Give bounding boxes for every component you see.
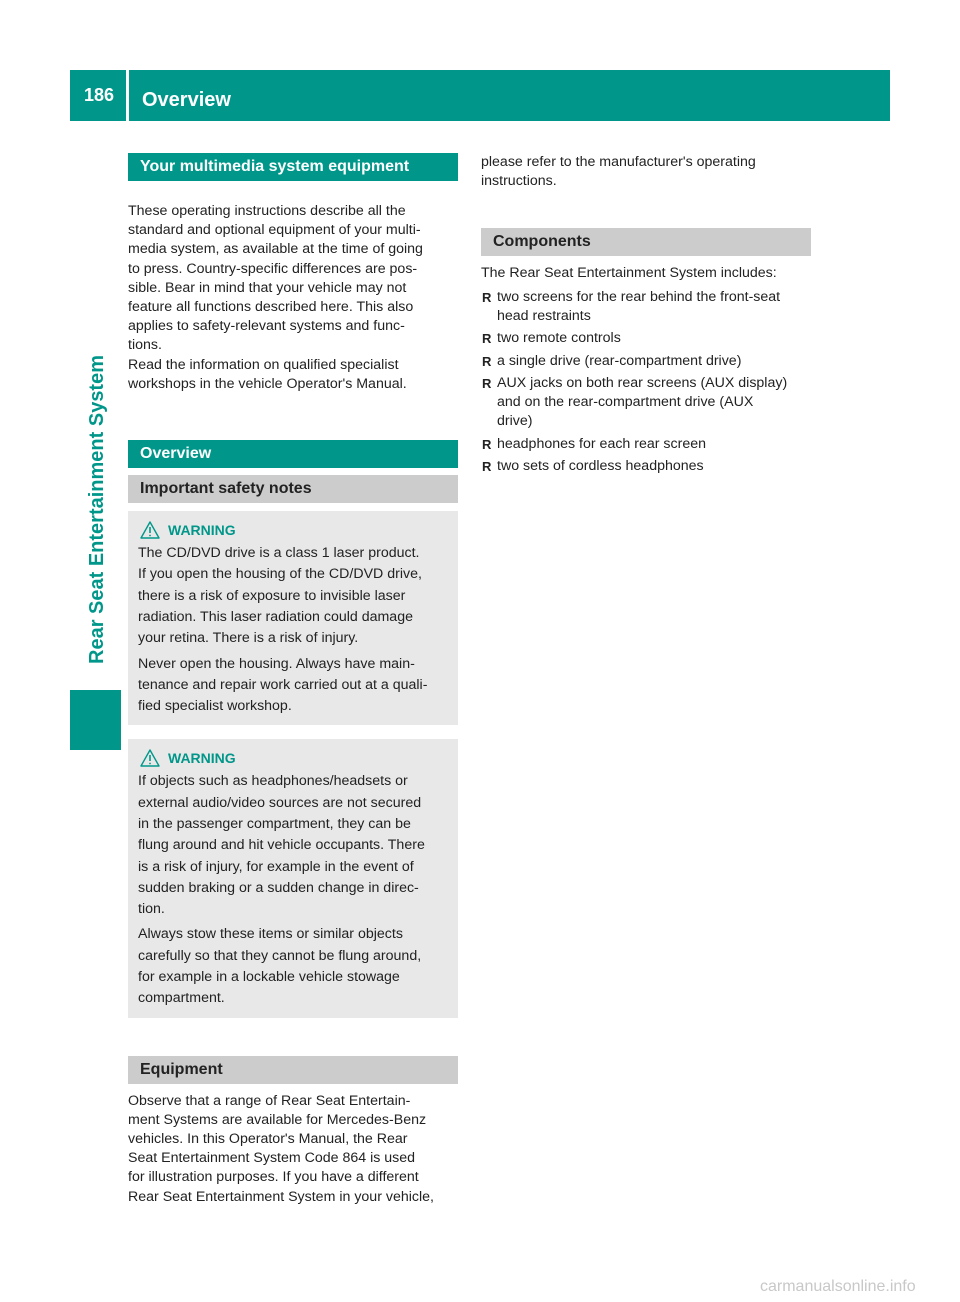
text-line: applies to safety-relevant systems and func-: [128, 318, 405, 335]
text-line: Read the information on qualified specialist: [128, 356, 399, 373]
warning-title: [138, 521, 458, 539]
bullet-marker: R: [482, 331, 492, 347]
section-heading-components: Components: [481, 228, 811, 256]
bullet-marker: R: [482, 289, 492, 305]
text-line: sudden braking or a sudden change in direc-: [138, 879, 419, 896]
warning-label: WARNING: [168, 750, 236, 767]
list-item-text: and on the rear-compartment drive (AUX: [497, 394, 754, 411]
list-item-text: AUX jacks on both rear screens (AUX display): [497, 375, 788, 392]
section-heading-safety: Important safety notes: [128, 475, 458, 503]
list-item: [481, 288, 811, 326]
text-line: If objects such as headphones/headsets or: [138, 773, 408, 790]
warning-triangle-icon: [140, 521, 160, 539]
list-item-text: two sets of cordless headphones: [497, 458, 704, 475]
text-line: to press. Country-specific differences are pos-: [128, 260, 418, 277]
text-line: fied specialist workshop.: [138, 698, 292, 715]
warning-objects-advice: [138, 924, 458, 1009]
text-line: vehicles. In this Operator's Manual, the Rear: [128, 1131, 408, 1148]
text-line: workshops in the vehicle Operator's Manual.: [128, 375, 407, 392]
text-line: flung around and hit vehicle occupants. There: [138, 837, 425, 854]
components-list: [481, 288, 811, 477]
warning-box-laser: [128, 511, 458, 725]
left-column: [128, 153, 458, 1207]
text-line: standard and optional equipment of your multi-: [128, 222, 421, 239]
section-heading-multimedia: Your multimedia system equipment: [128, 153, 458, 181]
text-line: feature all functions described here. This also: [128, 299, 414, 316]
section-heading-equipment: Equipment: [128, 1056, 458, 1084]
components-intro: The Rear Seat Entertainment System includes:: [481, 265, 777, 282]
text-line: sible. Bear in mind that your vehicle may not: [128, 279, 407, 296]
text-line: Seat Entertainment System Code 864 is used: [128, 1150, 416, 1167]
text-line: ment Systems are available for Mercedes-Benz: [128, 1111, 427, 1128]
intro-paragraph: [128, 202, 458, 356]
bullet-marker: R: [482, 459, 492, 475]
text-line: Rear Seat Entertainment System in your vehicle,: [128, 1188, 434, 1205]
text-line: tion.: [138, 901, 165, 918]
list-item-text: two screens for the rear behind the front-seat: [497, 288, 781, 305]
text-line: for illustration purposes. If you have a different: [128, 1169, 419, 1186]
text-line: Always stow these items or similar objects: [138, 926, 403, 943]
warning-laser-text: [138, 543, 458, 649]
list-item: [481, 457, 811, 476]
header-divider: [126, 70, 129, 121]
bullet-marker: R: [482, 353, 492, 369]
list-item-text: a single drive (rear-compartment drive): [497, 352, 742, 369]
text-line: radiation. This laser radiation could damage: [138, 608, 413, 625]
text-line: tions.: [128, 337, 162, 354]
page-number: 186: [84, 85, 115, 105]
text-line: instructions.: [481, 173, 557, 190]
specialist-paragraph: [128, 356, 458, 394]
watermark: carmanualsonline.info: [760, 1278, 916, 1295]
text-line: If you open the housing of the CD/DVD drive,: [138, 566, 422, 583]
list-item-text: headphones for each rear screen: [497, 435, 707, 452]
text-line: The CD/DVD drive is a class 1 laser product.: [138, 545, 420, 562]
bullet-marker: R: [482, 436, 492, 452]
equipment-paragraph: [128, 1092, 458, 1207]
warning-label: WARNING: [168, 522, 236, 539]
bullet-marker: R: [482, 376, 492, 392]
text-line: compartment.: [138, 990, 225, 1007]
text-line: Never open the housing. Always have main-: [138, 655, 415, 672]
list-item: [481, 374, 811, 431]
list-item-text: two remote controls: [497, 330, 621, 347]
right-column: [481, 153, 811, 480]
text-line: please refer to the manufacturer's operating: [481, 154, 756, 170]
page-title: Overview: [142, 89, 231, 111]
list-item-text: drive): [497, 413, 533, 430]
warning-box-objects: [128, 739, 458, 1017]
text-line: your retina. There is a risk of injury.: [138, 630, 359, 647]
text-line: for example in a lockable vehicle stowage: [138, 969, 400, 986]
list-item: [481, 329, 811, 348]
continued-paragraph: [481, 153, 811, 191]
text-line: Observe that a range of Rear Seat Entertain-: [128, 1092, 411, 1109]
text-line: carefully so that they cannot be flung around,: [138, 947, 422, 964]
side-tab-marker: [70, 690, 121, 750]
text-line: in the passenger compartment, they can be: [138, 816, 411, 832]
text-line: there is a risk of exposure to invisible laser: [138, 587, 406, 604]
warning-objects-text: [138, 771, 458, 920]
text-line: tenance and repair work carried out at a quali-: [138, 676, 428, 693]
text-line: is a risk of injury, for example in the event of: [138, 858, 414, 875]
list-item: [481, 435, 811, 454]
text-line: media system, as available at the time of going: [128, 241, 423, 258]
section-heading-overview: Overview: [128, 440, 458, 468]
side-tab-label: Rear Seat Entertainment System: [86, 354, 108, 664]
text-line: These operating instructions describe all the: [128, 203, 406, 219]
warning-triangle-icon: [140, 749, 160, 767]
warning-laser-advice: [138, 654, 458, 718]
text-line: external audio/video sources are not secured: [138, 794, 422, 811]
list-item: [481, 352, 811, 371]
list-item-text: head restraints: [497, 307, 591, 324]
warning-title: [138, 749, 458, 767]
